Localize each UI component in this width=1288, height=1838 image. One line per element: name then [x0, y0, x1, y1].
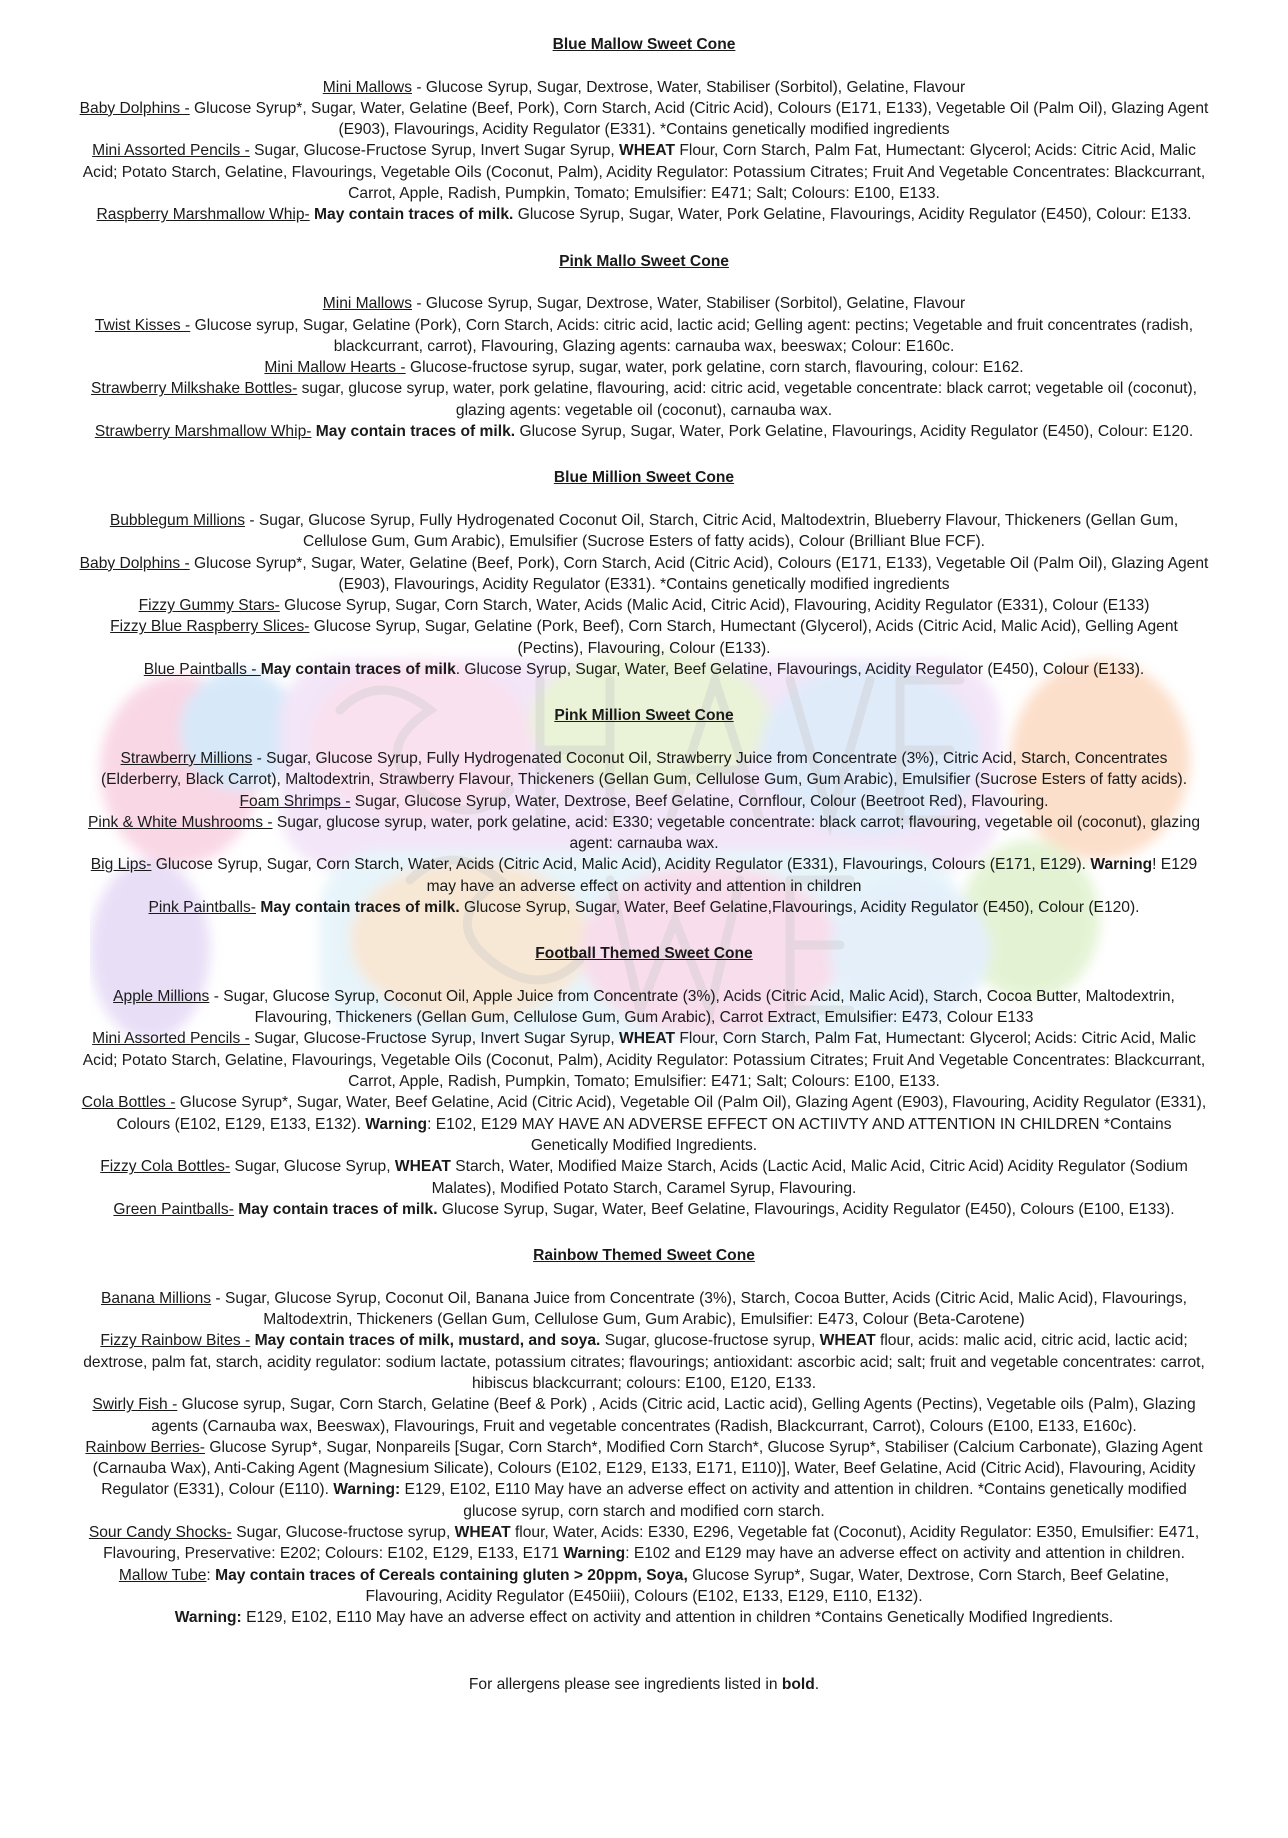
ingredient-item	[79, 1394, 1209, 1437]
ingredient-text: - Glucose Syrup, Sugar, Dextrose, Water, Stabiliser (Sorbitol), Gelatine, Flavour	[412, 295, 966, 313]
product-name: Strawberry Marshmallow Whip-	[94, 423, 312, 441]
section-title: Blue Mallow Sweet Cone	[552, 36, 736, 53]
bold-allergen-text: bold	[781, 1676, 815, 1694]
section-title: Pink Million Sweet Cone	[554, 707, 734, 725]
sweet-cone-section	[79, 251, 1209, 443]
ingredient-text: .	[814, 1676, 820, 1694]
ingredient-item	[79, 1199, 1209, 1220]
bold-allergen-text: WHEAT	[619, 142, 676, 160]
ingredient-item	[79, 421, 1209, 442]
product-name: Pink Paintballs-	[148, 898, 256, 916]
product-name: Mini Mallows	[322, 295, 412, 313]
ingredient-item	[79, 1565, 1209, 1608]
product-name: Fizzy Blue Raspberry Slices-	[110, 618, 310, 636]
ingredient-item	[79, 293, 1209, 314]
ingredient-item	[79, 791, 1209, 812]
section-title: Blue Million Sweet Cone	[553, 469, 735, 487]
ingredient-item	[79, 1522, 1209, 1565]
ingredient-item	[79, 315, 1209, 358]
bold-allergen-text: May contain traces of Cereals containing gluten > 20ppm, Soya,	[215, 1566, 688, 1584]
product-name: Apple Millions	[113, 987, 210, 1005]
ingredient-text: :	[206, 1566, 216, 1584]
ingredient-text: flour, acids: malic acid, citric acid, lactic acid; dextrose, palm fat, starch, acidity regulator: sodium lactate, potassium citrates; flavourings; antioxidant: ascorbic acid; salt; fruit and vegetable concentrates: carrot, hibiscus blackcurrant; colours: E100, E120, E133.	[83, 1332, 1205, 1392]
ingredient-text: Sugar, glucose syrup, water, pork gelatine, acid: E330; vegetable concentrate: black carrot; flavouring, vegetable oil (coconut), glazing agent: carnauba wax.	[272, 813, 1201, 853]
ingredient-text: Glucose Syrup, Sugar, Water, Beef Gelatine,Flavourings, Acidity Regulator (E450), Colour (E120).	[459, 898, 1140, 916]
product-name: Mini Assorted Pencils -	[92, 142, 250, 160]
ingredient-item	[79, 986, 1209, 1029]
bold-allergen-text: WHEAT	[454, 1524, 511, 1541]
section-title: Rainbow Themed Sweet Cone	[533, 1247, 755, 1265]
ingredient-item	[79, 98, 1209, 141]
ingredient-text: flour, Water, Acids: E330, E296, Vegetable fat (Coconut), Acidity Regulator: E350, Emulsifier: E471, Flavouring, Preservative: E202; Colours: E102, E129, E133, E171	[103, 1524, 1200, 1563]
bold-allergen-text: May contain traces of milk	[260, 661, 456, 679]
ingredient-text: sugar, glucose syrup, water, pork gelatine, flavouring, acid: citric acid, vegetable concentrate: black carrot; vegetable oil (coconut), glazing agents: vegetable oil (coconut), carnauba wax.	[297, 380, 1197, 419]
ingredient-item	[79, 748, 1209, 791]
ingredient-item	[79, 77, 1209, 98]
bold-allergen-text: Warning:	[333, 1481, 401, 1499]
ingredient-text: Flour, Corn Starch, Palm Fat, Humectant: Glycerol; Acids: Citric Acid, Malic Acid; Potato Starch, Gelatine, Flavourings, Vegetable Oils (Coconut, Palm), Acidity Regulator: Potassium Citrates; Fruit And Vegetable Concentrates: Blackcurrant, Carrot, Apple, Radish, Pumpkin, Tomato; Emulsifier: E471; Salt; Colours: E100, E133.	[82, 142, 1206, 203]
product-name: Mini Mallow Hearts -	[264, 359, 406, 377]
allergen-footer-note	[79, 1674, 1209, 1695]
ingredient-item	[79, 1092, 1209, 1156]
ingredient-text: Glucose Syrup, Sugar, Corn Starch, Water, Acids (Malic Acid, Citric Acid), Flavouring, Acidity Regulator (E331), Colour (E133)	[279, 597, 1150, 615]
ingredient-text: Starch, Water, Modified Maize Starch, Acids (Lactic Acid, Malic Acid, Citric Acid) Acidity Regulator (Sodium Malates), Modified Potato Starch, Caramel Syrup, Flavouring.	[431, 1158, 1188, 1197]
product-name: Fizzy Cola Bottles-	[100, 1158, 231, 1176]
ingredient-text: Glucose Syrup*, Sugar, Water, Gelatine (Beef, Pork), Corn Starch, Acid (Citric Acid), Colours (E171, E133), Vegetable Oil (Palm Oil), Glazing Agent (E903), Flavourings, Acidity Regulator (E331). *Contains genetically modified ingredients	[189, 554, 1209, 593]
product-name: Green Paintballs-	[113, 1200, 234, 1218]
product-name: Rainbow Berries-	[85, 1438, 205, 1456]
sweet-cone-section	[79, 467, 1209, 680]
ingredient-text: : E102, E129 MAY HAVE AN ADVERSE EFFECT ON ACTIIVTY AND ATTENTION IN CHILDREN *Contains Genetically Modified Ingredients.	[427, 1115, 1172, 1154]
bold-allergen-text: Warning:	[174, 1609, 242, 1627]
section-title: Football Themed Sweet Cone	[535, 945, 753, 963]
ingredient-text: Sugar, Glucose Syrup, Water, Dextrose, Beef Gelatine, Cornflour, Colour (Beetroot Red), Flavouring.	[350, 792, 1049, 810]
ingredient-text: - Glucose Syrup, Sugar, Dextrose, Water, Stabiliser (Sorbitol), Gelatine, Flavour	[412, 78, 966, 96]
ingredient-text: Glucose Syrup*, Sugar, Water, Gelatine (Beef, Pork), Corn Starch, Acid (Citric Acid), Colours (E171, E133), Vegetable Oil (Palm Oil), Glazing Agent (E903), Flavourings, Acidity Regulator (E331). *Contains genetically modified ingredients	[189, 99, 1209, 139]
ingredient-text: Glucose-fructose syrup, sugar, water, pork gelatine, corn starch, flavouring, colour: E162.	[405, 359, 1024, 377]
sweet-cone-section	[79, 1245, 1209, 1628]
bold-allergen-text: May contain traces of milk.	[260, 898, 460, 916]
ingredient-text: Sugar, Glucose-fructose syrup,	[231, 1524, 455, 1541]
ingredient-item	[79, 378, 1209, 421]
ingredient-item	[79, 1156, 1209, 1199]
ingredient-text: E129, E102, E110 May have an adverse effect on activity and attention in children *Contains Genetically Modified Ingredients.	[241, 1609, 1114, 1627]
bold-allergen-text: WHEAT	[394, 1158, 451, 1176]
product-name: Swirly Fish -	[92, 1396, 178, 1414]
ingredient-text: : E102 and E129 may have an adverse effect on activity and attention in children.	[625, 1545, 1185, 1563]
ingredient-text: - Sugar, Glucose Syrup, Coconut Oil, Banana Juice from Concentrate (3%), Starch, Cocoa Butter, Acids (Citric Acid, Malic Acid), Flavourings, Maltodextrin, Thickeners (Gellan Gum, Cellulose Gum, Gum Arabic), Emulsifier: E473, Colour (Beta-Carotene)	[211, 1289, 1187, 1329]
ingredient-item	[79, 1607, 1209, 1628]
ingredient-text: Sugar, Glucose-Fructose Syrup, Invert Sugar Syrup,	[249, 142, 620, 160]
ingredient-text: Sugar, Glucose-Fructose Syrup, Invert Sugar Syrup,	[249, 1030, 620, 1048]
product-name: Fizzy Gummy Stars-	[138, 597, 280, 615]
ingredient-item	[79, 357, 1209, 378]
bold-allergen-text: Warning	[1090, 856, 1153, 874]
product-name: Raspberry Marshmallow Whip-	[96, 206, 310, 224]
ingredient-item	[79, 897, 1209, 918]
ingredient-text: ! E129 may have an adverse effect on activity and attention in children	[426, 856, 1198, 895]
ingredient-text: Glucose Syrup, Sugar, Water, Pork Gelatine, Flavourings, Acidity Regulator (E450), Colour: E120.	[515, 423, 1194, 441]
ingredient-text: Glucose Syrup, Sugar, Water, Pork Gelatine, Flavourings, Acidity Regulator (E450), Colour: E133.	[513, 206, 1192, 224]
product-name: Cola Bottles -	[81, 1094, 176, 1112]
ingredients-document	[79, 0, 1209, 1696]
product-name: Big Lips-	[90, 856, 152, 874]
bold-allergen-text: May contain traces of milk.	[315, 423, 516, 441]
ingredient-item	[79, 1330, 1209, 1394]
product-name: Foam Shrimps -	[239, 792, 351, 810]
ingredient-text: - Sugar, Glucose Syrup, Fully Hydrogenated Coconut Oil, Starch, Citric Acid, Maltodextrin, Blueberry Flavour, Thickeners (Gellan Gum, Cellulose Gum, Gum Arabic), Emulsifier (Sucrose Esters of fatty acids), Colour (Brilliant Blue FCF).	[245, 511, 1179, 551]
bold-allergen-text: Warning	[365, 1115, 428, 1133]
product-name: Strawberry Milkshake Bottles-	[91, 380, 298, 398]
ingredient-item	[79, 595, 1209, 616]
product-name: Twist Kisses -	[94, 316, 191, 334]
sweet-cone-section	[79, 705, 1209, 918]
sweet-cone-section	[79, 34, 1209, 226]
ingredient-text: . Glucose Syrup, Sugar, Water, Beef Gelatine, Flavourings, Acidity Regulator (E450), Colour (E133).	[455, 661, 1145, 679]
ingredient-item	[79, 1437, 1209, 1522]
ingredient-item	[79, 616, 1209, 659]
product-name: Banana Millions	[101, 1289, 212, 1307]
bold-allergen-text: WHEAT	[819, 1332, 876, 1350]
bold-allergen-text: May contain traces of milk.	[238, 1200, 438, 1218]
ingredient-text: Glucose Syrup*, Sugar, Water, Dextrose, Corn Starch, Beef Gelatine, Flavouring, Acidity Regulator (E450iii), Colours (E102, E133, E129, E110, E132).	[365, 1566, 1170, 1605]
ingredient-item	[79, 140, 1209, 204]
ingredient-text: Glucose Syrup*, Sugar, Water, Beef Gelatine, Acid (Citric Acid), Vegetable Oil (Palm Oil), Glazing Agent (E903), Flavouring, Acidity Regulator (E331), Colours (E102, E129, E133, E132).	[116, 1094, 1207, 1133]
product-name: Pink & White Mushrooms -	[87, 813, 273, 831]
bold-allergen-text: Warning	[563, 1545, 626, 1563]
ingredient-text: Glucose Syrup, Sugar, Water, Beef Gelatine, Flavourings, Acidity Regulator (E450), Colours (E100, E133).	[437, 1200, 1175, 1218]
ingredient-item	[79, 510, 1209, 553]
bold-allergen-text: May contain traces of milk.	[314, 206, 514, 224]
product-name: Mallow Tube	[118, 1566, 207, 1584]
product-name: Fizzy Rainbow Bites -	[100, 1332, 251, 1350]
ingredient-text: Glucose syrup, Sugar, Gelatine (Pork), Corn Starch, Acids: citric acid, lactic acid; Gelling agent: pectins; Vegetable and fruit concentrates (radish, blackcurrant, carrot), Flavouring, Glazing agents: carnauba wax, beeswax; Colour: E160c.	[190, 316, 1194, 355]
ingredient-text: For allergens please see ingredients listed in	[468, 1676, 782, 1694]
ingredient-text: Sugar, glucose-fructose syrup,	[600, 1332, 820, 1350]
ingredient-text: - Sugar, Glucose Syrup, Fully Hydrogenated Coconut Oil, Strawberry Juice from Concentrate (3%), Citric Acid, Starch, Concentrates (Elderberry, Black Carrot), Maltodextrin, Strawberry Flavour, Thickeners (Gellan Gum, Cellulose Gum, Gum Arabic), Emulsifier (Sucrose Esters of fatty acids).	[100, 749, 1188, 789]
bold-allergen-text: May contain traces of milk, mustard, and soya.	[254, 1332, 601, 1350]
ingredient-text: Glucose Syrup, Sugar, Corn Starch, Water, Acids (Citric Acid, Malic Acid), Acidity Regulator (E331), Flavourings, Colours (E171, E129).	[151, 856, 1091, 874]
product-name: Mini Assorted Pencils -	[92, 1030, 250, 1048]
ingredient-text: E129, E102, E110 May have an adverse effect on activity and attention in children. *Contains genetically modified glucose syrup, corn starch and modified corn starch.	[400, 1481, 1187, 1520]
product-name: Bubblegum Millions	[109, 511, 246, 529]
ingredient-item	[79, 1028, 1209, 1092]
ingredient-item	[79, 812, 1209, 855]
ingredient-item	[79, 659, 1209, 680]
product-name: Baby Dolphins -	[79, 554, 190, 572]
ingredient-item	[79, 553, 1209, 596]
ingredient-text: Flour, Corn Starch, Palm Fat, Humectant: Glycerol; Acids: Citric Acid, Malic Acid; Potato Starch, Gelatine, Flavourings, Vegetable Oils (Coconut, Palm), Acidity Regulator: Potassium Citrates; Fruit And Vegetable Concentrates: Blackcurrant, Carrot, Apple, Radish, Pumpkin, Tomato; Emulsifier: E471; Salt; Colours: E100, E133.	[82, 1030, 1206, 1091]
product-name: Mini Mallows	[322, 78, 412, 96]
bold-allergen-text: WHEAT	[619, 1030, 676, 1048]
product-name: Baby Dolphins -	[79, 99, 190, 117]
ingredient-item	[79, 204, 1209, 225]
product-name: Strawberry Millions	[120, 749, 253, 767]
product-name: Sour Candy Shocks-	[88, 1524, 232, 1541]
ingredient-text: Glucose syrup, Sugar, Corn Starch, Gelatine (Beef & Pork) , Acids (Citric acid, Lactic acid), Gelling Agents (Pectins), Vegetable oils (Palm), Glazing agents (Carnauba wax, Beeswax), Flavourings, Fruit and vegetable concentrates (Radish, Blackcurrant, Carrot), Colours (E100, E133, E160c).	[151, 1396, 1196, 1435]
ingredient-item	[79, 854, 1209, 897]
ingredient-text: Sugar, Glucose Syrup,	[230, 1158, 395, 1176]
ingredient-item	[79, 1288, 1209, 1331]
ingredient-text: Glucose Syrup*, Sugar, Nonpareils [Sugar, Corn Starch*, Modified Corn Starch*, Glucose Syrup*, Stabiliser (Calcium Carbonate), Glazing Agent (Carnauba Wax), Anti-Caking Agent (Magnesium Silicate), Colours (E102, E129, E133, E171, E110)], Water, Beef Gelatine, Acid (Citric Acid), Flavouring, Acidity Regulator (E331), Colour (E110).	[92, 1438, 1203, 1499]
section-title: Pink Mallo Sweet Cone	[559, 252, 729, 270]
sweet-cone-section	[79, 943, 1209, 1220]
ingredient-text: Glucose Syrup, Sugar, Gelatine (Pork, Beef), Corn Starch, Humectant (Glycerol), Acids (Citric Acid, Malic Acid), Gelling Agent (Pectins), Flavouring, Colour (E133).	[309, 618, 1178, 657]
ingredient-text: - Sugar, Glucose Syrup, Coconut Oil, Apple Juice from Concentrate (3%), Acids (Citric Acid, Malic Acid), Starch, Cocoa Butter, Maltodextrin, Flavouring, Thickeners (Gellan Gum, Cellulose Gum, Gum Arabic), Carrot Extract, Emulsifier: E473, Colour E133	[209, 987, 1175, 1027]
product-name: Blue Paintballs -	[143, 661, 261, 679]
